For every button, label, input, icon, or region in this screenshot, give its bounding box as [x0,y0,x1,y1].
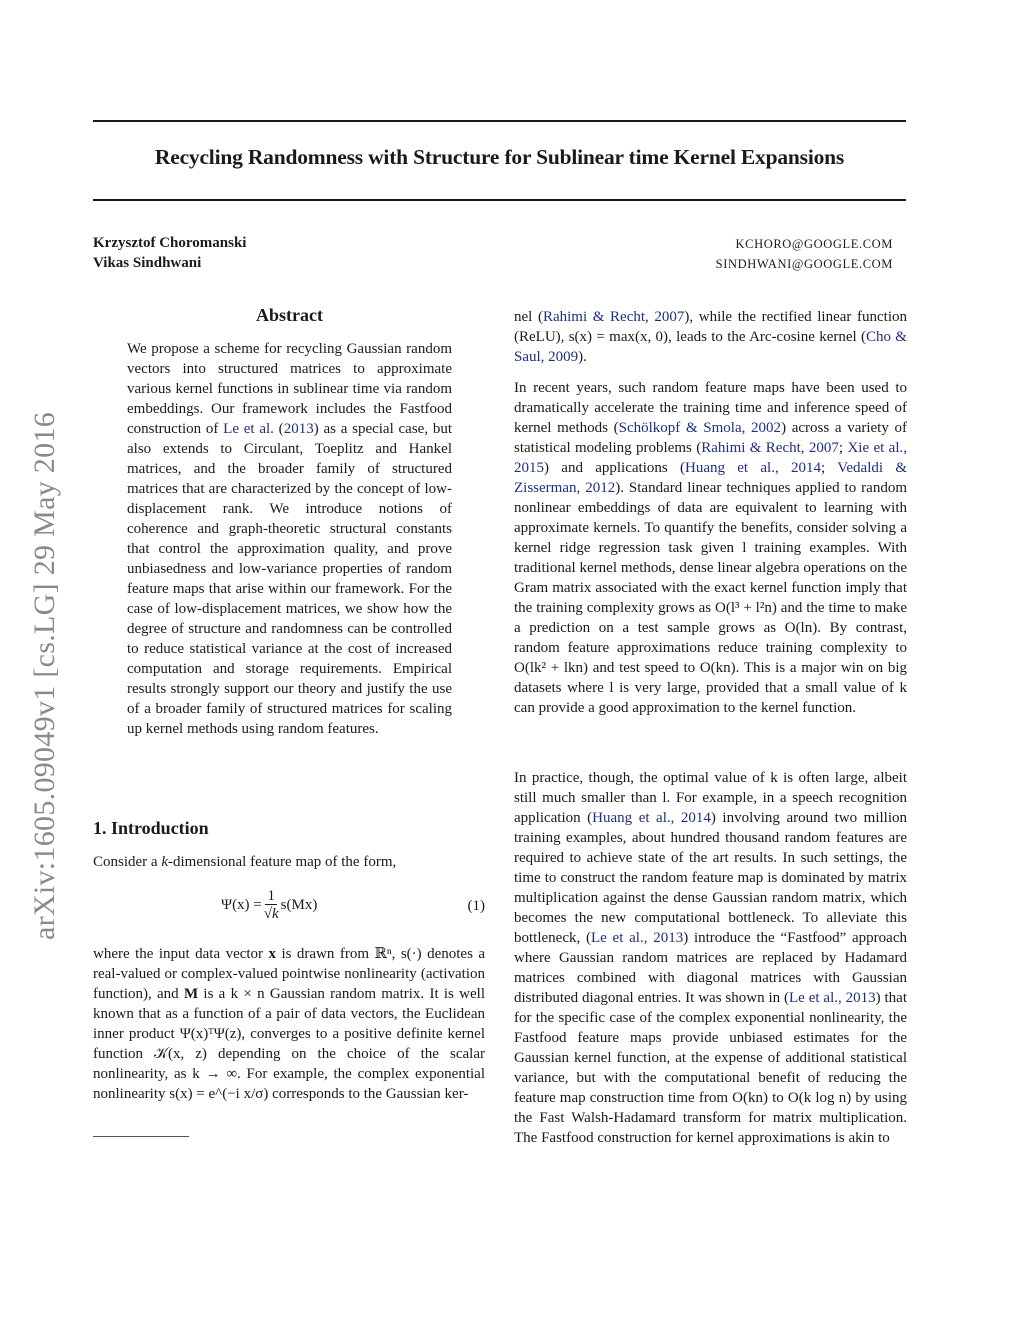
fraction-denominator: √k [263,906,279,922]
body-text: ) that for the specific case of the complex exponential nonlinearity, the Fastfood feature maps provide unbiased estimates for the Gaussian kernel function, at the expense of additional statistical variance, but with the computational benefit of reducing the feature map construction time from O(kn) to O(k log n) by using the Fast Walsh-Hadamard transform for matrix multiplication. The Fastfood construction for kernel approximations is akin to [514,990,907,1146]
right-paragraph-2 [514,378,907,718]
citation-link[interactable]: 2013 [283,421,314,437]
body-text: nel ( [514,309,543,325]
body-text: ; [838,440,848,456]
right-paragraph-3 [514,768,907,1148]
intro-text: is a k × n Gaussian random matrix. It is well known that as a function of a pair of data vectors, the Euclidean inner product Ψ(x)ᵀΨ(z), converges to a positive definite kernel function 𝒦(x, z) depending on the choice of the scalar nonlinearity, as k → ∞. For example, the complex exponential nonlinearity s(x) = e^(−i x/σ) corresponds to the Gaussian ker- [93,986,485,1102]
abstract-body [127,339,452,739]
abstract-text: ) as a special case, but also extends to Circulant, Toeplitz and Hankel matrices, and the broader family of structured matrices that are characterized by the concept of low-displacement rank. We introduce notions of coherence and graph-theoretic structural constants that control the approximation quality, and prove unbiasedness and low-variance properties of random feature maps that arise within our framework. For the case of low-displacement matrices, we show how the degree of structure and randomness can be controlled to reduce statistical variance at the cost of increased computation and storage requirements. Empirical results strongly support our theory and justify the use of a broader family of structured matrices for scaling up kernel methods using random features. [127,421,452,737]
fraction-numerator: 1 [267,888,275,904]
equation-number: (1) [467,898,485,914]
author-email: KCHORO@GOOGLE.COM [735,237,893,251]
citation-link[interactable]: Xie et al., 2015 [514,440,907,476]
citation-link[interactable]: Huang et al., 2014 [685,460,822,476]
math-symbol: M [183,986,199,1002]
body-text: ). Standard linear techniques applied to random nonlinear embeddings of data are equivalent to learning with approximate kernels. To quantify the benefits, consider solving a kernel ridge regression task given l training examples. With traditional kernel methods, dense linear algebra operations on the Gram matrix associated with the exact kernel function imply that the training complexity grows as O(l³ + l²n) and the time to make a prediction on a test sample grows as O(ln). By contrast, random feature approximations reduce training complexity to O(lk² + lkn) and test speed to O(kn). This is a major win on big datasets where l is very large, provided that a small value of k can provide a good approximation to the kernel function. [514,480,907,716]
intro-paragraph [93,944,485,1104]
author-name: Krzysztof Choromanski [93,235,247,251]
body-text: In recent years, such random feature maps have been used to dramatically accelerate the training time and inference speed of kernel methods ( [514,380,907,436]
math-symbol: x [268,946,276,962]
intro-text: Consider a [93,854,162,870]
citation-link[interactable]: Le et al., 2013 [789,990,876,1006]
intro-text: -dimensional feature map of the form, [168,854,397,870]
author-name: Vikas Sindhwani [93,255,202,271]
body-text: ) across a variety of statistical modeling problems ( [514,420,908,456]
paper-title: Recycling Randomness with Structure for Sublinear time Kernel Expansions [154,145,845,169]
equation-fraction [264,888,279,923]
title-rule-top [93,120,906,122]
intro-text: where the input data vector [93,946,269,962]
math-symbol: k [161,854,168,870]
citation-link[interactable]: Schölkopf & Smola, 2002 [618,420,782,436]
citation-link[interactable]: Le et al. [223,421,274,437]
section-heading: 1. Introduction [93,818,209,838]
intro-text: is drawn from ℝⁿ, s(·) denotes a real-valued or complex-valued pointwise nonlinearity (activation function), and [93,946,486,1002]
abstract-text: ( [273,421,284,437]
arxiv-side-stamp: arXiv:1605.09049v1 [cs.LG] 29 May 2016 [28,412,61,940]
citation-link[interactable]: Le et al., 2013 [590,930,684,946]
body-text: ) involving around two million training examples, about hundred thousand random features are required to achieve state of the art results. In such settings, the time to construct the random feature map is dominated by matrix multiplication against the dense Gaussian random matrix, which becomes the new computational bottleneck. To alleviate this bottleneck, ( [514,810,908,946]
equation-rhs: s(Mx) [280,897,318,913]
body-text: ) introduce the “Fastfood” approach where Gaussian random matrices are replaced by Hadamard matrices combined with diagonal matrices with Gaussian distributed diagonal entries. It was shown in ( [514,930,907,1006]
equation-lhs: Ψ(x) = [221,897,262,913]
body-text: ). [578,349,587,365]
body-text: ), while the rectified linear function (ReLU), s(x) = max(x, 0), leads to the Arc-cosine kernel ( [514,309,907,345]
right-paragraph-1 [514,307,907,367]
citation-link[interactable]: Rahimi & Recht, 2007 [542,309,685,325]
body-text: ; [821,460,838,476]
title-rule-bottom [93,199,906,201]
abstract-text: We propose a scheme for recycling Gaussian random vectors into structured matrices to approximate various kernel functions in sublinear time via random embeddings. Our framework includes the Fastfood construction of [127,341,452,437]
abstract-heading: Abstract [256,305,323,325]
citation-link[interactable]: Huang et al., 2014 [592,810,711,826]
citation-link[interactable]: Rahimi & Recht, 2007 [701,440,839,456]
equation-1 [93,884,485,932]
intro-line [93,852,485,872]
citation-link[interactable]: Cho & Saul, 2009 [514,329,907,365]
author-email: SINDHWANI@GOOGLE.COM [715,257,893,271]
footnote-rule [93,1136,189,1137]
body-text: ) and applications ( [544,460,685,476]
body-text: In practice, though, the optimal value of k is often large, albeit still much smaller than l. For example, in a speech recognition application ( [514,770,907,826]
citation-link[interactable]: Vedaldi & Zisserman, 2012 [514,460,907,496]
